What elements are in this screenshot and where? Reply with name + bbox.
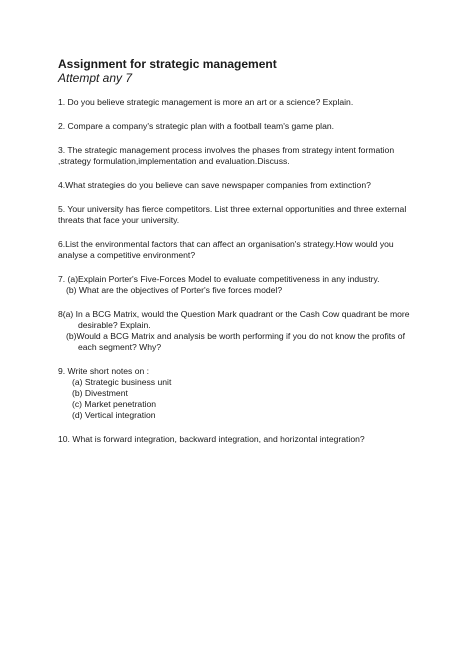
question-6-line-1: 6.List the environmental factors that can affect an organisation's strategy.How would you	[58, 239, 394, 249]
question-8a-line-2: desirable? Explain.	[78, 320, 151, 330]
question-10	[58, 434, 418, 445]
question-8a-line-1: 8(a) In a BCG Matrix, would the Question Mark quadrant or the Cash Cow quadrant be more	[58, 309, 410, 319]
question-4	[58, 180, 418, 191]
question-10-text: 10. What is forward integration, backward integration, and horizontal integration?	[58, 434, 365, 444]
question-7b: (b) What are the objectives of Porter's five forces model?	[66, 285, 283, 295]
question-6	[58, 239, 418, 261]
page-title: Assignment for strategic management	[58, 57, 277, 71]
question-3	[58, 145, 418, 167]
document-page	[58, 57, 418, 458]
question-1	[58, 97, 418, 108]
question-9b: (b) Divestment	[72, 388, 128, 398]
question-9d: (d) Vertical integration	[72, 410, 156, 420]
question-4-text: 4.What strategies do you believe can save newspaper companies from extinction?	[58, 180, 371, 190]
question-8b-line-1: (b)Would a BCG Matrix and analysis be worth performing if you do not know the profits of	[66, 331, 405, 341]
question-6-line-2: analyse a competitive environment?	[58, 250, 196, 260]
question-5-line-1: 5. Your university has fierce competitors. List three external opportunities and three external	[58, 204, 407, 214]
question-3-line-2: ,strategy formulation,implementation and evaluation.Discuss.	[58, 156, 290, 166]
question-5-line-2: threats that face your university.	[58, 215, 180, 225]
question-2-text: 2. Compare a company's strategic plan with a football team's game plan.	[58, 121, 335, 131]
question-3-line-1: 3. The strategic management process involves the phases from strategy intent formation	[58, 145, 395, 155]
question-9c: (c) Market penetration	[72, 399, 157, 409]
question-8b-line-2: each segment? Why?	[78, 342, 162, 352]
question-9a: (a) Strategic business unit	[72, 377, 172, 387]
page-subtitle: Attempt any 7	[58, 71, 133, 85]
question-1-text: 1. Do you believe strategic management is more an art or a science? Explain.	[58, 97, 354, 107]
question-9-text: 9. Write short notes on :	[58, 366, 150, 376]
question-7a: 7. (a)Explain Porter's Five-Forces Model to evaluate competitiveness in any industry.	[58, 274, 380, 284]
question-7	[58, 274, 418, 296]
question-2	[58, 121, 418, 132]
question-8	[58, 309, 418, 353]
question-5	[58, 204, 418, 226]
question-9	[58, 366, 418, 421]
